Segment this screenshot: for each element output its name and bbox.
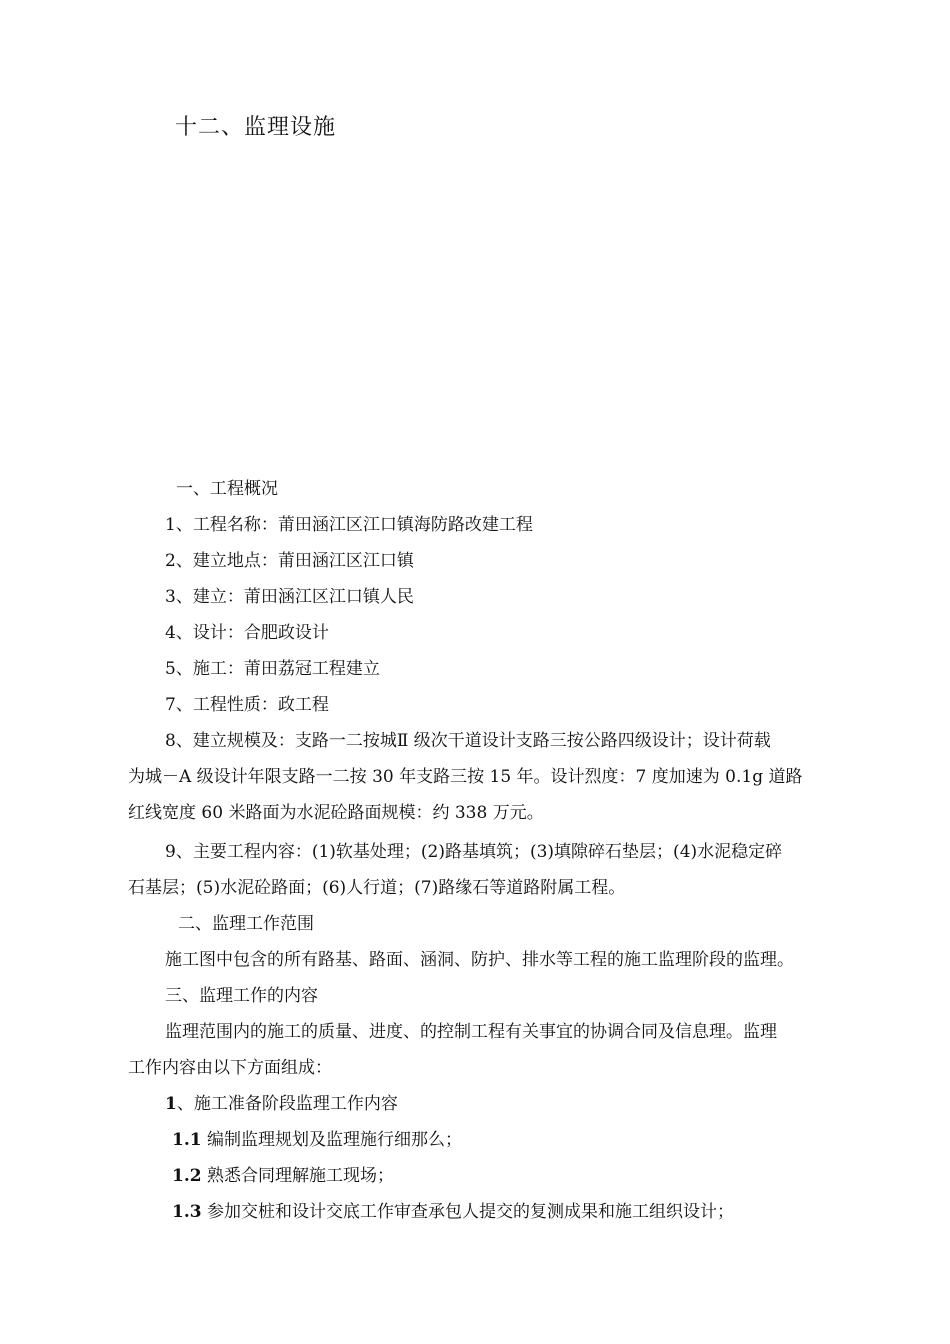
work-content-line2: 工作内容由以下方面组成： <box>128 1058 332 1078</box>
section-heading-work-content: 三、监理工作的内容 <box>165 986 318 1006</box>
subitem-number: 1.2 <box>172 1166 202 1186</box>
subitem-1-2 <box>172 1165 394 1187</box>
item-nature: 7、工程性质：政工程 <box>165 695 329 715</box>
item-project-name: 1、工程名称：莆田涵江区江口镇海防路改建工程 <box>165 515 533 535</box>
item-scale-line1: 8、建立规模及：支路一二按城Ⅱ 级次干道设计支路三按公路四级设计；设计荷载 <box>165 731 771 751</box>
item-scale-line2: 为城－A 级设计年限支路一二按 30 年支路三按 15 年。设计烈度：7 度加速为 0.1g 道路 <box>128 767 803 787</box>
item-contractor: 5、施工：莆田荔冠工程建立 <box>165 659 380 679</box>
subsection-number: 1 <box>165 1094 177 1114</box>
subsection-text: 、施工准备阶段监理工作内容 <box>176 1094 398 1114</box>
item-owner: 3、建立：莆田涵江区江口镇人民 <box>165 587 414 607</box>
section-heading-scope: 二、监理工作范围 <box>178 914 314 934</box>
item-content-line1: 9、主要工程内容：(1)软基处理；(2)路基填筑；(3)填隙碎石垫层；(4)水泥稳定碎 <box>165 842 783 862</box>
scope-text: 施工图中包含的所有路基、路面、涵洞、防护、排水等工程的施工监理阶段的监理。 <box>165 950 794 970</box>
item-location: 2、建立地点：莆田涵江区江口镇 <box>165 551 414 571</box>
subsection-preparation <box>165 1093 398 1115</box>
subitem-1-1 <box>172 1129 462 1151</box>
subitem-number: 1.3 <box>172 1202 202 1222</box>
section-heading-overview: 一、工程概况 <box>176 479 278 499</box>
item-scale-line3: 红线宽度 60 米路面为水泥砼路面规模：约 338 万元。 <box>128 803 544 823</box>
item-designer: 4、设计：合肥政设计 <box>165 623 329 643</box>
subitem-text: 熟悉合同理解施工现场； <box>201 1166 394 1186</box>
subitem-number: 1.1 <box>172 1130 202 1150</box>
work-content-line1: 监理范围内的施工的质量、进度、的控制工程有关事宜的协调合同及信息理。监理 <box>165 1022 777 1042</box>
subitem-text: 参加交桩和设计交底工作审查承包人提交的复测成果和施工组织设计； <box>201 1202 734 1222</box>
subitem-1-3 <box>172 1201 734 1223</box>
subitem-text: 编制监理规划及监理施行细那么； <box>201 1130 462 1150</box>
page-title: 十二、监理设施 <box>175 115 337 140</box>
item-content-line2: 石基层；(5)水泥砼路面；(6)人行道；(7)路缘石等道路附属工程。 <box>128 878 626 898</box>
